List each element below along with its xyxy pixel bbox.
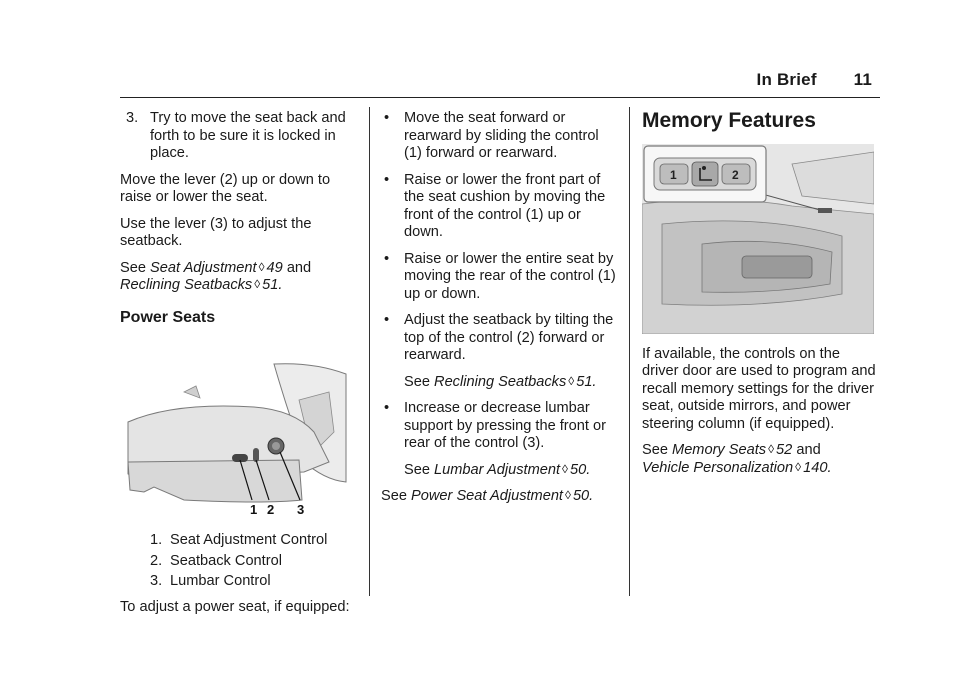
memory-button-2-label: 2: [732, 167, 739, 182]
caption-number: 3.: [150, 573, 163, 589]
section-heading: Memory Features: [642, 109, 816, 132]
xref-icon: ◊: [254, 277, 261, 291]
memory-set-button: [692, 162, 718, 186]
caption-item: [150, 573, 360, 591]
callout-label: 2: [267, 502, 275, 517]
caption-item: [150, 532, 360, 550]
xref-icon: ◊: [258, 259, 265, 274]
xref-link[interactable]: Lumbar Adjustment: [434, 461, 561, 478]
caption-number: 1.: [150, 532, 163, 548]
xref-icon: ◊: [795, 459, 802, 474]
bullet-item: [381, 251, 616, 304]
header-rule: [120, 97, 880, 98]
bullet-item: [381, 172, 616, 242]
xref-icon: ◊: [565, 488, 571, 502]
see-label: See: [120, 259, 146, 276]
caption-text: Seat Adjustment Control: [170, 532, 328, 548]
xref-page[interactable]: 140.: [803, 459, 832, 476]
xref-page[interactable]: 51.: [576, 373, 597, 390]
seatback-control-icon: [253, 448, 259, 462]
bullet-text: Move the seat forward or rearward by sliding the control (1) forward or rearward.: [404, 110, 599, 161]
and-label: and: [796, 442, 821, 458]
bullet-text: Adjust the seatback by tilting the top of the control (2) forward or rearward.: [404, 312, 614, 363]
xref-link[interactable]: Vehicle Personalization: [642, 459, 794, 476]
bullet-item: [381, 400, 616, 453]
bullet-icon: •: [384, 250, 390, 267]
see-label: See: [642, 442, 668, 458]
bullet-icon: •: [384, 400, 390, 416]
page-number: 11: [853, 70, 872, 89]
power-seat-illustration: [124, 362, 350, 522]
callout-label: 3: [297, 502, 305, 517]
xref-link[interactable]: Reclining Seatbacks: [434, 373, 567, 390]
cross-reference: [381, 462, 616, 480]
bullet-text: Raise or lower the front part of the seat cushion by moving the front of the control (1) up or down.: [404, 171, 606, 240]
xref-link[interactable]: Reclining Seatbacks: [120, 277, 253, 293]
xref-icon: ◊: [562, 461, 568, 476]
xref-link[interactable]: Seat Adjustment: [150, 259, 257, 276]
cross-reference: [120, 260, 360, 295]
cross-reference: [381, 374, 616, 392]
callout-label: 1: [250, 502, 258, 517]
xref-link[interactable]: Memory Seats: [672, 442, 767, 458]
xref-page[interactable]: 52: [776, 442, 793, 458]
bullet-item: [381, 312, 616, 365]
caption-text: Seatback Control: [170, 552, 282, 569]
figure-caption-list: [150, 532, 360, 591]
door-memory-controls-illustration: [642, 144, 874, 334]
page-header: [757, 70, 872, 90]
column-middle: [381, 110, 616, 515]
paragraph: To adjust a power seat, if equipped:: [120, 598, 350, 615]
see-label: See: [404, 461, 430, 478]
cross-reference: [381, 488, 616, 506]
bullet-icon: •: [384, 312, 390, 328]
step-number: 3.: [126, 110, 139, 126]
bullet-text: Increase or decrease lumbar support by pressing the front or rear of the control (3).: [404, 400, 606, 451]
paragraph: Move the lever (2) up or down to raise or lower the seat.: [120, 171, 331, 205]
bullet-icon: •: [384, 171, 390, 188]
column-right: [642, 110, 880, 486]
xref-page[interactable]: 50.: [569, 461, 591, 478]
see-label: See: [381, 488, 407, 504]
bullet-text: Raise or lower the entire seat by moving the rear of the control (1) up or down.: [404, 250, 616, 302]
caption-item: [150, 553, 360, 571]
xref-page[interactable]: 49: [266, 259, 283, 276]
step-item: [120, 110, 360, 163]
cross-reference: [642, 442, 880, 477]
step-text: Try to move the seat back and forth to be sure it is locked in place.: [150, 110, 346, 161]
memory-switch-icon: [818, 208, 832, 213]
see-label: See: [404, 373, 430, 390]
xref-icon: ◊: [768, 442, 775, 456]
column-divider: [369, 107, 370, 596]
column-divider: [629, 107, 630, 596]
caption-number: 2.: [150, 552, 163, 569]
bullet-item: [381, 110, 616, 163]
subsection-heading: Power Seats: [120, 308, 216, 326]
caption-text: Lumbar Control: [170, 573, 271, 589]
and-label: and: [286, 259, 312, 276]
xref-icon: ◊: [568, 373, 575, 388]
xref-link[interactable]: Power Seat Adjustment: [411, 488, 563, 504]
xref-page[interactable]: 51.: [262, 277, 283, 293]
xref-page[interactable]: 50.: [572, 488, 594, 504]
memory-button-1-label: 1: [670, 167, 677, 182]
paragraph: Use the lever (3) to adjust the seatback.: [120, 215, 312, 249]
column-left: [120, 110, 360, 625]
bullet-icon: •: [384, 110, 390, 126]
paragraph: If available, the controls on the driver door are used to program and recall memory settings for the driver seat, outside mirrors, and power steering column (if equipped).: [642, 345, 876, 432]
section-title: In Brief: [756, 70, 817, 89]
